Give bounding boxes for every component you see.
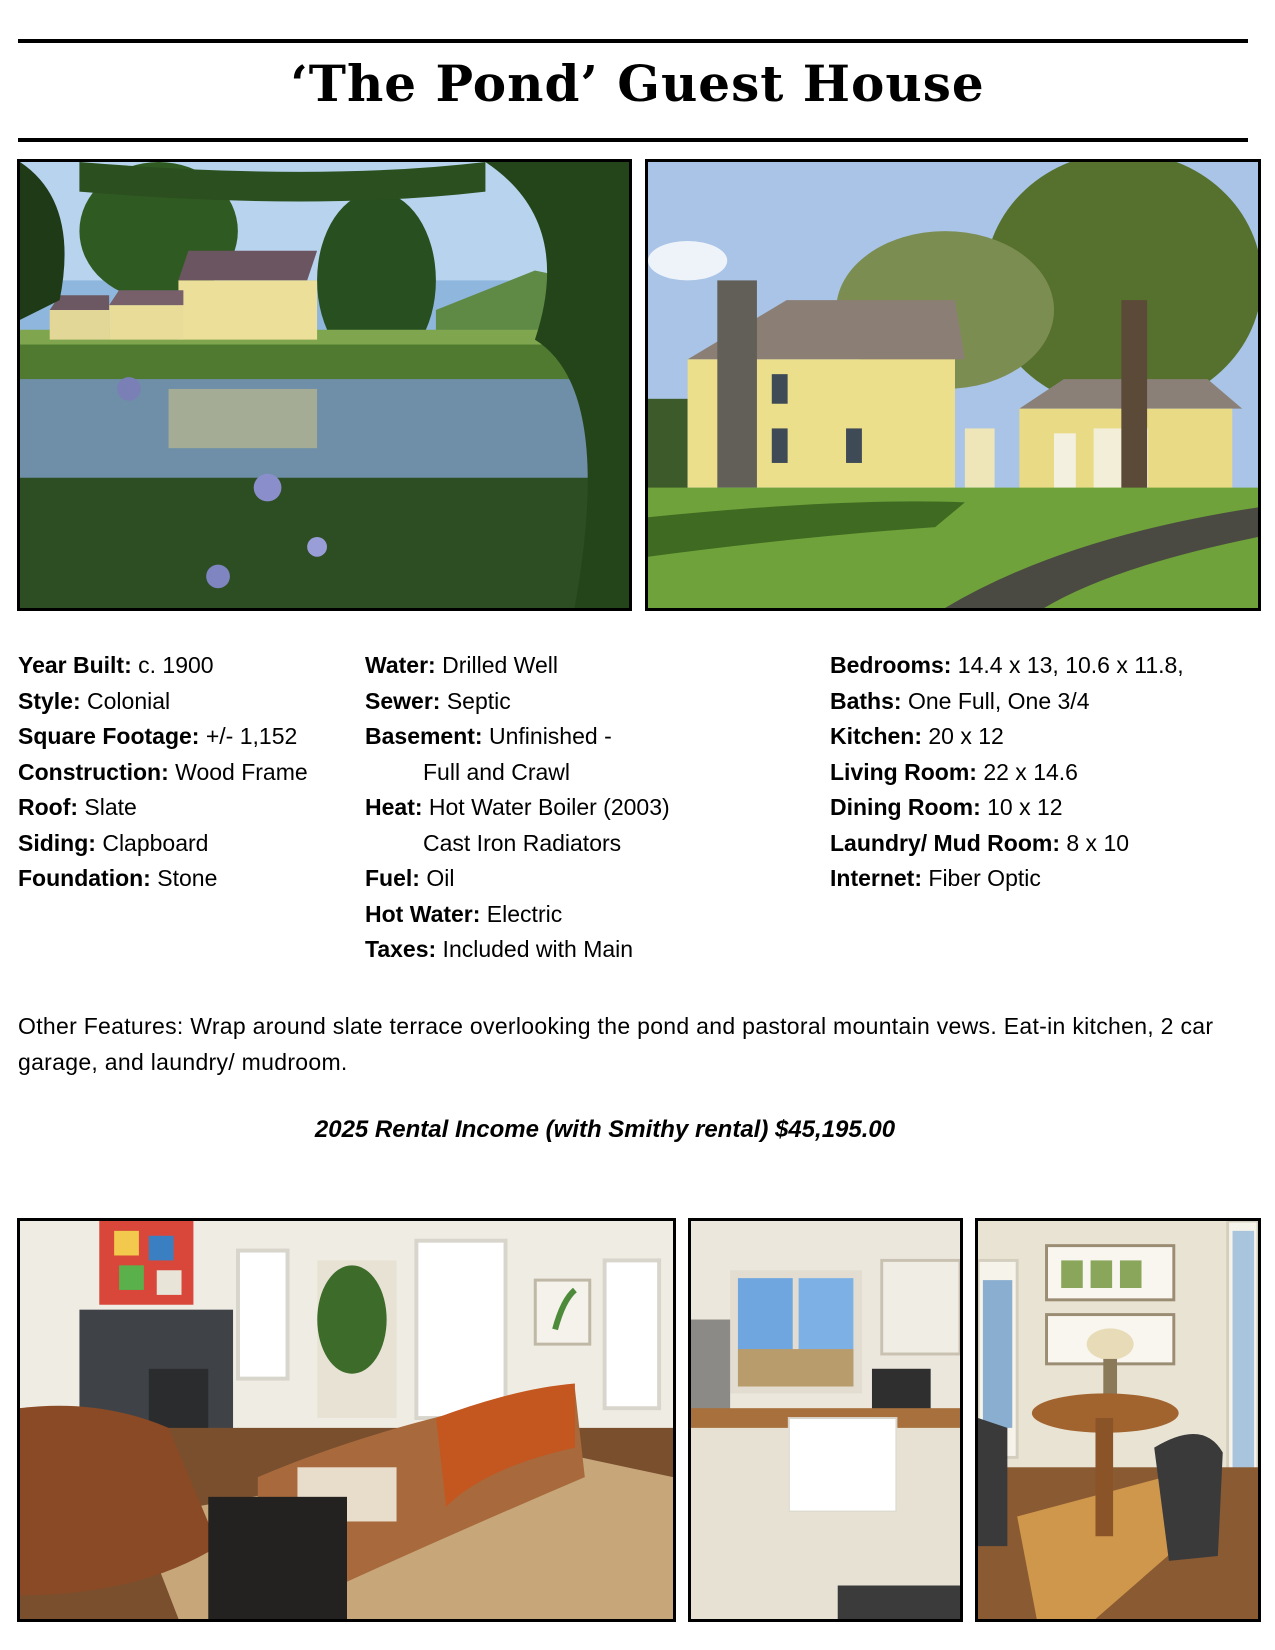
spec-living-room: Living Room: 22 x 14.6 [830, 758, 1078, 785]
spec-basement-detail: Full and Crawl [423, 758, 570, 785]
top-rule [18, 39, 1248, 43]
pond-view-photo [17, 159, 632, 611]
spec-taxes: Taxes: Included with Main [365, 936, 634, 962]
spec-year-built: Year Built: c. 1900 [18, 652, 214, 678]
specs-column-structure [18, 648, 308, 897]
title-underline-rule [18, 138, 1248, 142]
spec-fuel: Fuel: Oil [365, 865, 455, 891]
spec-heat-detail: Cast Iron Radiators [423, 829, 622, 856]
dining-nook-photo [975, 1218, 1261, 1622]
spec-sewer: Sewer: Septic [365, 687, 511, 714]
spec-dining-room: Dining Room: 10 x 12 [830, 794, 1063, 820]
specs-column-rooms [830, 648, 1184, 897]
spec-siding: Siding: Clapboard [18, 829, 209, 856]
spec-kitchen: Kitchen: 20 x 12 [830, 723, 1004, 749]
spec-water: Water: Drilled Well [365, 652, 558, 678]
page-title: ‘The Pond’ Guest House [290, 54, 985, 113]
spec-style: Style: Colonial [18, 687, 171, 714]
spec-foundation: Foundation: Stone [18, 865, 218, 891]
spec-internet: Internet: Fiber Optic [830, 865, 1041, 891]
spec-basement: Basement: Unfinished - [365, 723, 612, 749]
spec-construction: Construction: Wood Frame [18, 758, 308, 785]
specs-column-systems [365, 648, 670, 968]
spec-baths: Baths: One Full, One 3/4 [830, 687, 1090, 714]
spec-square-footage: Square Footage: +/- 1,152 [18, 723, 298, 749]
spec-roof: Roof: Slate [18, 794, 137, 820]
living-room-photo [17, 1218, 676, 1622]
spec-heat: Heat: Hot Water Boiler (2003) [365, 794, 670, 820]
house-exterior-photo [645, 159, 1261, 611]
spec-bedrooms: Bedrooms: 14.4 x 13, 10.6 x 11.8, [830, 652, 1184, 678]
other-features-paragraph: Other Features: Wrap around slate terrace overlooking the pond and pastoral mountain vews. Eat-in kitchen, 2 car garage, and laundry/ mudroom. [18, 1013, 1214, 1075]
spec-laundry-mud-room: Laundry/ Mud Room: 8 x 10 [830, 829, 1130, 856]
rental-income-line: 2025 Rental Income (with Smithy rental) $45,195.00 [314, 1116, 896, 1143]
spec-hot-water: Hot Water: Electric [365, 900, 563, 927]
kitchen-photo [688, 1218, 963, 1622]
